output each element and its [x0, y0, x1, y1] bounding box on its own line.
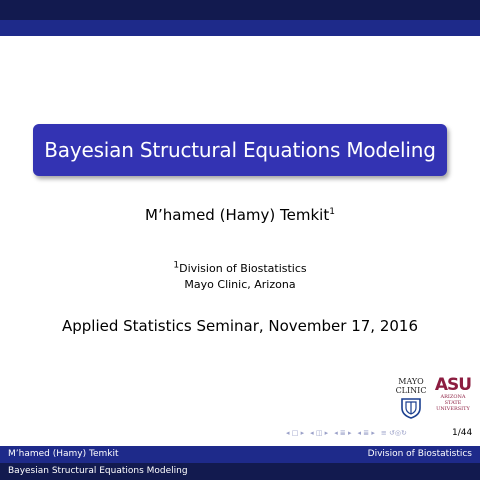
affiliation-superscript: 1	[173, 260, 180, 271]
footer-author: M’hamed (Hamy) Temkit	[8, 449, 119, 459]
asu-logo	[432, 377, 474, 412]
footer-title: Bayesian Structural Equations Modeling	[8, 466, 188, 476]
nav-frame-icon[interactable]: ◂ □ ▸	[286, 429, 305, 437]
author-line	[0, 206, 480, 224]
nav-search-icon[interactable]: ≡ ↺◎↻	[380, 429, 407, 437]
affiliation	[0, 261, 480, 293]
nav-subsection-icon[interactable]: ◂ ◫ ▸	[310, 429, 329, 437]
page-number: 1/44	[452, 428, 473, 438]
asu-logo-text-1: ARIZONA STATE	[440, 394, 466, 406]
asu-logo-mark: ASU	[434, 375, 472, 395]
author-name: M’hamed (Hamy) Temkit	[145, 206, 330, 224]
author-superscript: 1	[329, 207, 335, 217]
footer-institute: Division of Biostatistics	[367, 449, 472, 459]
mayo-shield-icon	[400, 397, 422, 419]
mayo-clinic-logo	[393, 377, 429, 419]
mayo-logo-text-2: CLINIC	[395, 386, 427, 395]
event-line: Applied Statistics Seminar, November 17, 2016	[61, 317, 419, 335]
footer-row-1	[0, 446, 480, 463]
header-bar-dark	[0, 0, 480, 20]
nav-document-icon[interactable]: ◂ ≣ ▸	[357, 429, 375, 437]
affiliation-division: Division of Biostatistics	[179, 262, 307, 275]
footer-row-2	[0, 463, 480, 480]
title-box	[33, 124, 447, 176]
asu-logo-text-2: UNIVERSITY	[436, 406, 470, 412]
nav-section-icon[interactable]: ◂ ≣ ▸	[334, 429, 352, 437]
affiliation-line-1	[0, 261, 480, 277]
affiliation-line-2: Mayo Clinic, Arizona	[184, 278, 296, 291]
beamer-navigation	[286, 428, 407, 438]
header-bar	[0, 20, 480, 36]
mayo-logo-text-1: MAYO	[398, 377, 424, 386]
slide-title: Bayesian Structural Equations Modeling	[44, 138, 436, 162]
